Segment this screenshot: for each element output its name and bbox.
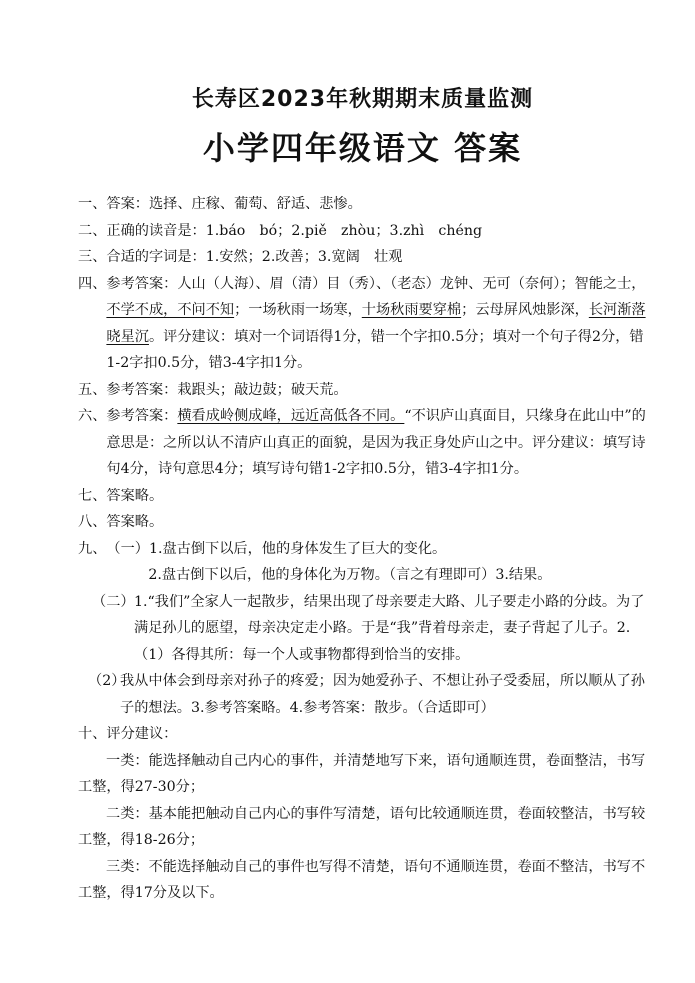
item-number: 三、 — [78, 249, 107, 265]
item-text: 答案略。 — [106, 514, 164, 530]
answer-item-5 — [78, 377, 647, 404]
item-number: 八、 — [78, 514, 107, 530]
item-text — [106, 271, 647, 377]
answer-item-9-part-3 — [78, 668, 647, 721]
item-text — [106, 403, 647, 483]
underlined-answer: 十场秋雨要穿棉 — [361, 302, 462, 318]
item-number: 五、 — [78, 381, 107, 398]
item-text: 答案：选择、庄稼、葡萄、舒适、悲惨。 — [106, 196, 362, 212]
part-text: 1.“我们”全家人一起散步，结果出现了母亲要走大路、儿子要走小路的分歧。为了满足孙儿的愿望，母亲决定走小路。于是“我”背着母亲走，妻子背起了儿子。2.（1）各得其所：每一个人或事物都得到恰当的安排。 — [134, 593, 645, 663]
item-number: 二、 — [78, 222, 107, 239]
text-run: 参考答案： — [106, 408, 178, 424]
grading-class-1: 一类：能选择触动自己内心的事件，并清楚地写下来，语句通顺连贯，卷面整洁，书写工整，得27-30分； — [78, 752, 646, 795]
answer-item-6 — [78, 403, 647, 483]
part-1-line-2: 2.盘古倒下以后，他的身体化为万物。（言之有理即可）3.结果。 — [148, 567, 552, 583]
item-text: 合适的字词是：1.安然；2.改善；3.宽阔 壮观 — [106, 249, 403, 265]
item-number: 六、 — [78, 408, 107, 424]
text-run: ；一场秋雨一场寒， — [234, 302, 362, 318]
answer-body — [78, 191, 647, 907]
item-number: 四、 — [78, 275, 107, 292]
underlined-answer: 长河渐落晓星沉 — [106, 302, 646, 345]
text-run: 。评分建议：填对一个词语得1分，错一个字扣0.5分；填对一个句子得2分，错1-2字扣0.5分，错3-4字扣1分。 — [106, 328, 644, 371]
item-number: 十、 — [78, 726, 107, 742]
text-run: “不识庐山真面目，只缘身在此山中”的意思是：之所以认不清庐山真正的面貌，是因为我正身处庐山之中。评分建议：填写诗句4分，诗句意思4分；填写诗句错1-2字扣0.5分，错3-4字扣1分。 — [106, 408, 646, 477]
part-number: （二） — [92, 593, 135, 610]
underlined-answer: 横看成岭侧成峰，远近高低各不同。 — [177, 408, 405, 424]
answer-item-1 — [78, 191, 647, 218]
underlined-answer: 不学不成，不问不知 — [106, 302, 235, 318]
part-number: （2） — [88, 673, 126, 689]
answer-item-3 — [78, 244, 647, 271]
item-text: 正确的读音是：1.báo bó；2.piě zhòu；3.zhì chéng — [106, 222, 483, 239]
part-1-line-1: （一）1.盘古倒下以后，他的身体发生了巨大的变化。 — [106, 540, 447, 557]
item-text — [106, 536, 647, 589]
answer-item-7 — [78, 483, 647, 510]
item-number: 七、 — [78, 487, 107, 504]
text-run: ；云母屏风烛影深， — [461, 302, 589, 318]
item-text: 评分建议： — [106, 726, 178, 742]
answer-item-9 — [78, 536, 647, 589]
item-text: 答案略。 — [106, 487, 164, 504]
item-number: 一、 — [78, 196, 107, 212]
grading-class-3: 三类：不能选择触动自己的事件也写得不清楚，语句不通顺连贯，卷面不整洁，书写不工整，得17分及以下。 — [78, 858, 646, 901]
answer-item-9-part-2 — [78, 589, 647, 669]
item-number: 九、 — [78, 540, 107, 557]
exam-title: 长寿区2023年秋期期末质量监测 — [191, 87, 534, 112]
answer-item-10 — [78, 721, 647, 748]
item-text: 参考答案：栽跟头；敲边鼓；破天荒。 — [106, 381, 348, 398]
answer-title: 小学四年级语文 答案 — [202, 129, 523, 167]
text-run: 参考答案：人山（人海）、眉（清）目（秀）、（老态）龙钟、无可（奈何）；智能之士， — [106, 275, 646, 292]
answer-item-2 — [78, 218, 647, 245]
answer-item-4 — [78, 271, 647, 377]
answer-item-8 — [78, 509, 647, 536]
grading-class-2: 二类：基本能把触动自己内心的事件写清楚，语句比较通顺连贯，卷面较整洁，书写较工整，得18-26分； — [78, 805, 646, 848]
part-text: 我从中体会到母亲对孙子的疼爱；因为她爱孙子、不想让孙子受委屈，所以顺从了孙子的想法。3.参考答案略。4.参考答案：散步。（合适即可） — [120, 673, 645, 716]
